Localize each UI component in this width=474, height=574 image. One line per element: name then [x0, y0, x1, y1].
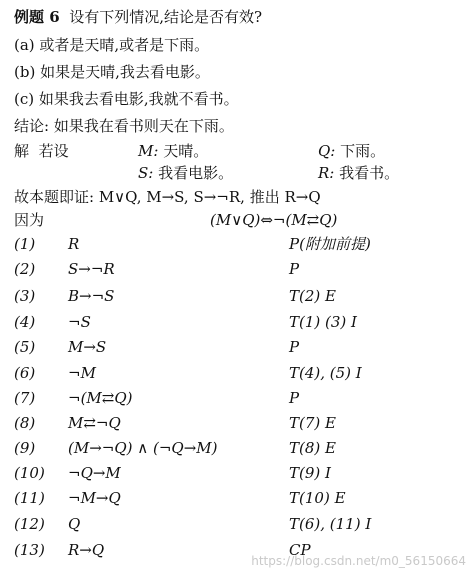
def-m [138, 142, 208, 160]
step-number: (8) [14, 414, 36, 432]
step-justification: P(附加前提) [289, 235, 371, 253]
step-justification: CP [289, 541, 311, 559]
step-number: (10) [14, 464, 45, 482]
step-number: (7) [14, 389, 36, 407]
step-row [14, 311, 464, 333]
step-row [14, 362, 464, 384]
step-number: (5) [14, 338, 36, 356]
because-label: 因为 [14, 211, 45, 229]
conclusion: 结论: 如果我在看书则天在下雨。 [14, 117, 234, 135]
step-expression: M⇄¬Q [68, 414, 121, 432]
step-expression: B→¬S [68, 287, 115, 305]
def-s [138, 164, 233, 182]
def-r-symbol: R: [318, 164, 335, 182]
step-expression: S→¬R [68, 260, 115, 278]
step-expression: M→S [68, 338, 107, 356]
step-expression: R [68, 235, 80, 253]
step-expression: ¬Q→M [68, 464, 121, 482]
step-justification: P [289, 338, 300, 356]
step-number: (1) [14, 235, 36, 253]
step-expression: ¬M→Q [68, 489, 121, 507]
def-s-text: 我看电影。 [158, 164, 234, 182]
def-q-symbol: Q: [318, 142, 336, 160]
solution-label [14, 142, 69, 160]
step-expression: ¬M [68, 364, 96, 382]
step-justification: T(9) I [289, 464, 331, 482]
condition-b: (b) 如果是天晴,我去看电影。 [14, 63, 210, 81]
step-justification: T(7) E [289, 414, 336, 432]
step-row [14, 285, 464, 307]
solution-jie: 解 [14, 142, 30, 160]
step-expression: Q [68, 515, 81, 533]
step-row [14, 462, 464, 484]
step-row [14, 336, 464, 358]
solution-assume: 若设 [38, 142, 69, 160]
def-s-symbol: S: [138, 164, 154, 182]
equivalence: (M∨Q)⇔¬(M⇄Q) [210, 211, 338, 229]
step-row [14, 487, 464, 509]
step-number: (9) [14, 439, 36, 457]
step-number: (4) [14, 313, 36, 331]
step-row [14, 513, 464, 535]
step-justification: T(8) E [289, 439, 336, 457]
def-r-text: 我看书。 [339, 164, 400, 182]
step-row [14, 258, 464, 280]
step-row [14, 437, 464, 459]
step-number: (11) [14, 489, 45, 507]
problem-question: 设有下列情况,结论是否有效? [69, 8, 263, 26]
problem-header [14, 8, 262, 26]
def-r [318, 164, 399, 182]
def-q [318, 142, 385, 160]
condition-a: (a) 或者是天晴,或者是下雨。 [14, 36, 210, 54]
step-justification: T(1) (3) I [289, 313, 357, 331]
step-number: (2) [14, 260, 36, 278]
step-row [14, 412, 464, 434]
step-number: (12) [14, 515, 45, 533]
step-justification: P [289, 389, 300, 407]
step-justification: T(2) E [289, 287, 336, 305]
prove-line: 故本题即证: M∨Q, M→S, S→¬R, 推出 R→Q [14, 188, 321, 206]
step-row [14, 233, 464, 255]
def-m-text: 天晴。 [163, 142, 209, 160]
problem-title: 例题 6 [14, 8, 60, 26]
step-expression: R→Q [68, 541, 105, 559]
def-q-text: 下雨。 [340, 142, 386, 160]
step-justification: T(10) E [289, 489, 346, 507]
because-line [14, 211, 44, 229]
watermark-url: https://blog.csdn.net/m0_56150664 [251, 554, 466, 568]
step-justification: T(6), (11) I [289, 515, 372, 533]
step-justification: P [289, 260, 300, 278]
step-row [14, 387, 464, 409]
step-expression: ¬(M⇄Q) [68, 389, 133, 407]
step-justification: T(4), (5) I [289, 364, 362, 382]
condition-c: (c) 如果我去看电影,我就不看书。 [14, 90, 239, 108]
step-number: (3) [14, 287, 36, 305]
step-number: (13) [14, 541, 45, 559]
step-number: (6) [14, 364, 36, 382]
step-expression: (M→¬Q) ∧ (¬Q→M) [68, 439, 218, 457]
step-expression: ¬S [68, 313, 91, 331]
def-m-symbol: M: [138, 142, 159, 160]
